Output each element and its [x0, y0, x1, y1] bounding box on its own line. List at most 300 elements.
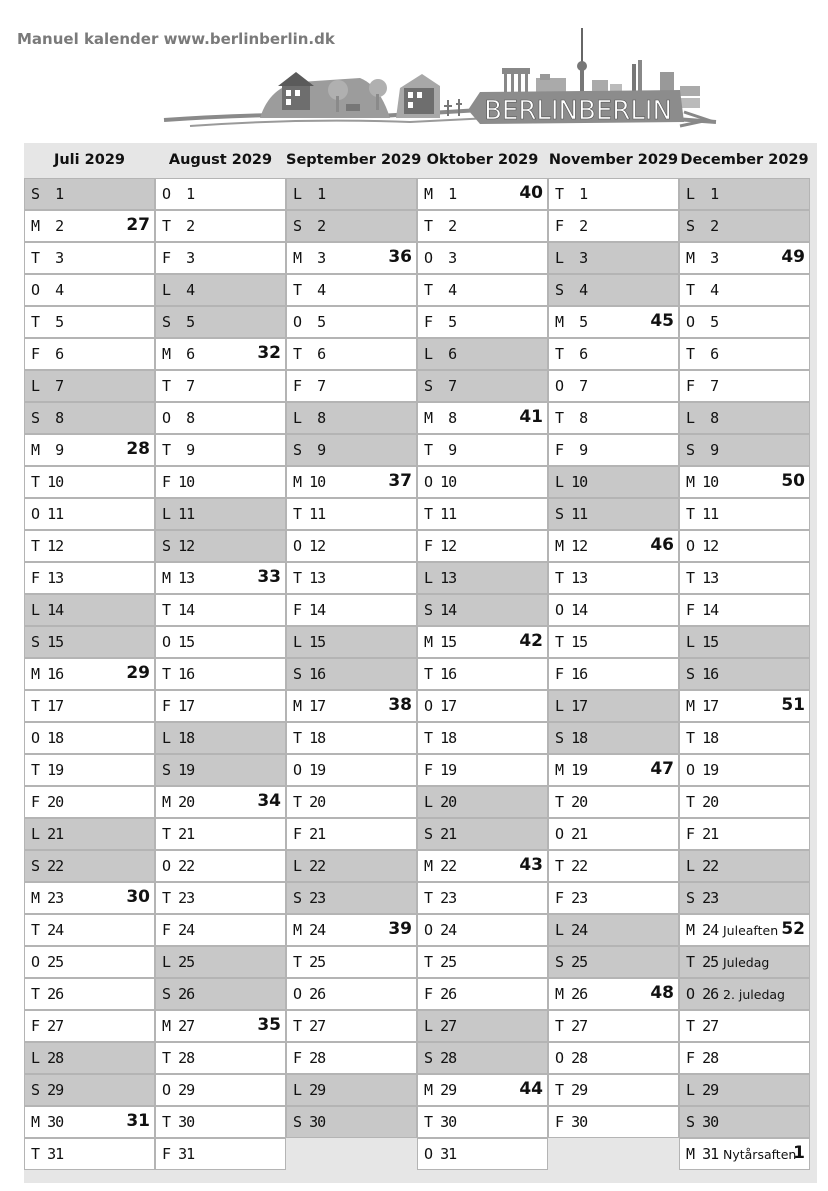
day-label [293, 473, 325, 491]
label-gap [694, 1081, 702, 1099]
weekend-shade [589, 723, 678, 753]
label-gap [301, 409, 317, 427]
day-cell [679, 914, 810, 946]
weekend-shade [720, 851, 809, 881]
weekday-letter: F [424, 537, 433, 555]
day-label [555, 1049, 587, 1067]
label-gap [694, 281, 710, 299]
day-label [424, 505, 456, 523]
day-cell [679, 178, 810, 210]
weekday-letter: F [686, 1049, 695, 1067]
day-label [31, 793, 63, 811]
day-number: 19 [440, 761, 457, 779]
label-gap [563, 441, 579, 459]
label-gap [170, 281, 186, 299]
day-cell [679, 338, 810, 370]
label-gap [694, 601, 702, 619]
day-number: 17 [47, 697, 64, 715]
weekday-letter: T [162, 665, 171, 683]
day-number: 14 [571, 601, 588, 619]
weekday-letter: F [686, 377, 695, 395]
day-label [31, 1113, 63, 1131]
day-cell [548, 530, 679, 562]
day-number: 27 [47, 1017, 64, 1035]
day-number: 2 [448, 217, 457, 235]
day-label [424, 697, 456, 715]
week-number: 44 [519, 1079, 543, 1099]
label-gap [563, 1017, 571, 1035]
day-label [293, 249, 325, 267]
day-cell [417, 946, 548, 978]
weekday-letter: S [31, 1081, 40, 1099]
label-gap [432, 793, 440, 811]
weekday-letter: M [31, 665, 40, 683]
day-number: 24 [309, 921, 326, 939]
day-number: 26 [571, 985, 588, 1003]
weekday-letter: T [162, 377, 171, 395]
day-label [31, 1049, 63, 1067]
label-gap [432, 217, 448, 235]
label-gap [694, 313, 710, 331]
label-gap [563, 857, 571, 875]
day-label [424, 537, 456, 555]
day-cell [24, 178, 155, 210]
weekday-letter: M [424, 409, 433, 427]
weekday-letter: T [686, 505, 695, 523]
label-gap [563, 825, 571, 843]
day-label [555, 953, 587, 971]
label-gap [170, 985, 178, 1003]
weekend-shade [196, 531, 285, 561]
day-number: 19 [309, 761, 326, 779]
day-cell [24, 882, 155, 914]
label-gap [694, 985, 702, 1003]
day-number: 3 [55, 249, 64, 267]
day-label [162, 217, 194, 235]
label-gap [432, 633, 440, 651]
day-number: 17 [440, 697, 457, 715]
weekday-letter: M [31, 889, 40, 907]
weekday-letter: T [162, 217, 171, 235]
day-number: 14 [702, 601, 719, 619]
day-cell [417, 338, 548, 370]
day-cell [155, 818, 286, 850]
day-number: 21 [702, 825, 719, 843]
day-cell [24, 626, 155, 658]
day-label [293, 633, 325, 651]
calendar-grid [24, 143, 817, 1183]
day-number: 14 [309, 601, 326, 619]
day-label [424, 1113, 456, 1131]
day-label [555, 601, 587, 619]
label-gap [563, 1049, 571, 1067]
day-cell [679, 690, 810, 722]
week-number: 43 [519, 855, 543, 875]
day-cell [155, 786, 286, 818]
weekend-shade [196, 275, 285, 305]
day-number: 29 [309, 1081, 326, 1099]
weekday-letter: T [293, 953, 302, 971]
weekday-letter: O [686, 537, 695, 555]
day-label [686, 825, 718, 843]
weekday-letter: M [31, 1113, 40, 1131]
weekday-letter: F [293, 1049, 302, 1067]
day-cell [286, 818, 417, 850]
day-label [162, 409, 194, 427]
day-cell [679, 274, 810, 306]
day-number: 21 [440, 825, 457, 843]
weekday-letter: S [686, 665, 695, 683]
day-number: 14 [47, 601, 64, 619]
day-cell [155, 690, 286, 722]
day-number: 31 [702, 1145, 719, 1163]
label-gap [170, 921, 178, 939]
day-label [686, 665, 718, 683]
label-gap [432, 473, 440, 491]
label-gap [39, 185, 55, 203]
day-cell [417, 1074, 548, 1106]
day-cell [548, 402, 679, 434]
weekday-letter: M [555, 761, 564, 779]
day-label [555, 665, 587, 683]
day-number: 22 [571, 857, 588, 875]
weekend-shade [720, 659, 809, 689]
day-label [555, 793, 587, 811]
weekday-letter: T [162, 1113, 171, 1131]
label-gap [432, 441, 448, 459]
day-number: 12 [440, 537, 457, 555]
weekday-letter: O [424, 921, 433, 939]
week-number: 37 [388, 471, 412, 491]
day-cell [548, 882, 679, 914]
label-gap [432, 345, 448, 363]
label-gap [39, 1145, 47, 1163]
weekday-letter: L [293, 633, 302, 651]
day-cell [417, 562, 548, 594]
day-label [293, 281, 325, 299]
day-number: 13 [178, 569, 195, 587]
day-number: 29 [440, 1081, 457, 1099]
day-cell [155, 1138, 286, 1170]
day-label [555, 345, 587, 363]
label-gap [39, 217, 55, 235]
day-number: 13 [47, 569, 64, 587]
day-cell [24, 786, 155, 818]
day-label [31, 249, 63, 267]
weekday-letter: S [686, 1113, 695, 1131]
weekday-letter: F [555, 441, 564, 459]
week-number: 1 [793, 1143, 805, 1163]
weekday-letter: L [162, 505, 171, 523]
day-number: 18 [47, 729, 64, 747]
label-gap [301, 217, 317, 235]
day-label [31, 185, 63, 203]
day-cell [286, 1106, 417, 1138]
day-number: 10 [571, 473, 588, 491]
day-label [686, 569, 718, 587]
day-number: 17 [702, 697, 719, 715]
label-gap [39, 857, 47, 875]
day-label [424, 985, 456, 1003]
day-number: 26 [47, 985, 64, 1003]
day-label [686, 633, 718, 651]
weekday-letter: S [424, 1049, 433, 1067]
day-number: 7 [579, 377, 588, 395]
day-number: 5 [710, 313, 719, 331]
weekday-letter: T [424, 665, 433, 683]
day-label [555, 985, 587, 1003]
label-gap [694, 921, 702, 939]
day-label [162, 889, 194, 907]
day-label [686, 409, 718, 427]
weekend-shade [720, 403, 809, 433]
day-cell [679, 594, 810, 626]
day-number: 20 [440, 793, 457, 811]
weekday-letter: O [686, 761, 695, 779]
week-number: 46 [650, 535, 674, 555]
label-gap [432, 1145, 440, 1163]
weekday-letter: M [31, 217, 40, 235]
weekday-letter: S [293, 217, 302, 235]
site-title: Manuel kalender www.berlinberlin.dk [17, 30, 335, 48]
day-label [424, 313, 456, 331]
day-cell [155, 210, 286, 242]
day-cell [24, 242, 155, 274]
weekday-letter: M [686, 697, 695, 715]
day-cell [417, 594, 548, 626]
day-number: 7 [448, 377, 457, 395]
weekday-letter: S [293, 889, 302, 907]
day-label [555, 185, 587, 203]
day-label [293, 185, 325, 203]
day-cell [155, 242, 286, 274]
day-cell [155, 306, 286, 338]
weekday-letter: T [424, 441, 433, 459]
weekday-letter: O [293, 537, 302, 555]
label-gap [563, 1081, 571, 1099]
weekday-letter: S [31, 633, 40, 651]
weekday-letter: M [686, 921, 695, 939]
day-cell [24, 722, 155, 754]
weekday-letter: F [686, 825, 695, 843]
day-label [293, 761, 325, 779]
label-gap [432, 857, 440, 875]
day-number: 16 [178, 665, 195, 683]
label-gap [432, 505, 440, 523]
weekday-letter: T [162, 889, 171, 907]
day-label [555, 281, 587, 299]
month-header: August 2029 [168, 152, 273, 168]
day-cell [286, 850, 417, 882]
weekday-letter: M [31, 441, 40, 459]
day-label [31, 633, 63, 651]
day-number: 19 [178, 761, 195, 779]
day-number: 7 [317, 377, 326, 395]
day-label [31, 857, 63, 875]
weekday-letter: S [686, 441, 695, 459]
day-number: 31 [47, 1145, 64, 1163]
day-cell [548, 498, 679, 530]
day-label [686, 313, 718, 331]
day-cell [679, 530, 810, 562]
day-cell [417, 658, 548, 690]
weekend-shade [196, 947, 285, 977]
weekend-shade [65, 179, 154, 209]
day-number: 18 [309, 729, 326, 747]
weekend-shade [65, 851, 154, 881]
day-label [162, 1017, 194, 1035]
day-label [424, 185, 456, 203]
weekday-letter: T [686, 281, 695, 299]
day-cell [286, 370, 417, 402]
day-number: 8 [710, 409, 719, 427]
day-label [686, 729, 718, 747]
weekday-letter: F [424, 313, 433, 331]
label-gap [170, 889, 178, 907]
weekday-letter: T [31, 473, 40, 491]
day-cell [24, 1042, 155, 1074]
day-cell [417, 306, 548, 338]
day-label [555, 217, 587, 235]
day-cell [548, 466, 679, 498]
day-cell [155, 338, 286, 370]
day-label [31, 1017, 63, 1035]
label-gap [39, 281, 55, 299]
day-number: 2 [55, 217, 64, 235]
day-cell [417, 786, 548, 818]
day-cell [548, 818, 679, 850]
label-gap [563, 793, 571, 811]
label-gap [170, 441, 186, 459]
day-label [293, 825, 325, 843]
weekday-letter: L [293, 185, 302, 203]
day-label [686, 921, 718, 939]
day-cell [155, 914, 286, 946]
weekend-shade [720, 1075, 809, 1105]
weekday-letter: T [555, 857, 564, 875]
label-gap [39, 345, 55, 363]
day-cell [679, 1010, 810, 1042]
day-label [686, 217, 718, 235]
weekend-shade [720, 627, 809, 657]
day-number: 24 [440, 921, 457, 939]
day-cell [679, 466, 810, 498]
day-cell [417, 466, 548, 498]
label-gap [563, 729, 571, 747]
day-label [31, 921, 63, 939]
weekend-shade [589, 243, 678, 273]
label-gap [301, 857, 309, 875]
day-number: 27 [178, 1017, 195, 1035]
day-label [424, 633, 456, 651]
day-number: 4 [317, 281, 326, 299]
label-gap [301, 313, 317, 331]
label-gap [39, 985, 47, 1003]
weekday-letter: M [424, 185, 433, 203]
weekday-letter: T [424, 889, 433, 907]
label-gap [170, 537, 178, 555]
day-cell [155, 594, 286, 626]
label-gap [694, 185, 710, 203]
label-gap [563, 953, 571, 971]
day-number: 15 [571, 633, 588, 651]
day-number: 30 [47, 1113, 64, 1131]
label-gap [563, 569, 571, 587]
day-number: 2 [579, 217, 588, 235]
day-label [162, 313, 194, 331]
weekday-letter: S [555, 505, 564, 523]
day-cell [155, 402, 286, 434]
day-cell [286, 498, 417, 530]
label-gap [301, 921, 309, 939]
label-gap [39, 633, 47, 651]
label-gap [563, 377, 579, 395]
weekend-shade [458, 819, 547, 849]
label-gap [563, 633, 571, 651]
day-number: 4 [55, 281, 64, 299]
day-label [686, 505, 718, 523]
day-label [555, 921, 587, 939]
day-cell [548, 306, 679, 338]
day-label [555, 1081, 587, 1099]
day-cell [24, 1106, 155, 1138]
day-cell [286, 178, 417, 210]
day-label [162, 857, 194, 875]
label-gap [301, 729, 309, 747]
week-number: 38 [388, 695, 412, 715]
day-number: 28 [178, 1049, 195, 1067]
day-label [686, 377, 718, 395]
weekend-shade [196, 307, 285, 337]
day-number: 19 [702, 761, 719, 779]
day-cell [155, 466, 286, 498]
day-label [686, 793, 718, 811]
label-gap [301, 569, 309, 587]
day-label [31, 537, 63, 555]
weekday-letter: F [31, 345, 40, 363]
day-number: 22 [702, 857, 719, 875]
day-cell [417, 754, 548, 786]
label-gap [694, 409, 710, 427]
day-cell [155, 946, 286, 978]
weekday-letter: M [293, 473, 302, 491]
day-number: 4 [579, 281, 588, 299]
day-label [555, 889, 587, 907]
label-gap [39, 601, 47, 619]
weekday-letter: S [31, 409, 40, 427]
weekday-letter: F [555, 1113, 564, 1131]
label-gap [39, 665, 47, 683]
day-label [555, 633, 587, 651]
weekday-letter: O [555, 601, 564, 619]
day-cell [548, 1074, 679, 1106]
weekday-letter: M [424, 857, 433, 875]
day-number: 22 [47, 857, 64, 875]
weekday-letter: M [293, 697, 302, 715]
weekday-letter: M [686, 249, 695, 267]
day-label [424, 889, 456, 907]
label-gap [432, 1081, 440, 1099]
day-number: 28 [47, 1049, 64, 1067]
day-label [293, 313, 325, 331]
day-number: 22 [309, 857, 326, 875]
day-cell [155, 722, 286, 754]
day-number: 7 [186, 377, 195, 395]
week-number: 52 [781, 919, 805, 939]
week-number: 47 [650, 759, 674, 779]
label-gap [170, 825, 178, 843]
day-label [424, 441, 456, 459]
